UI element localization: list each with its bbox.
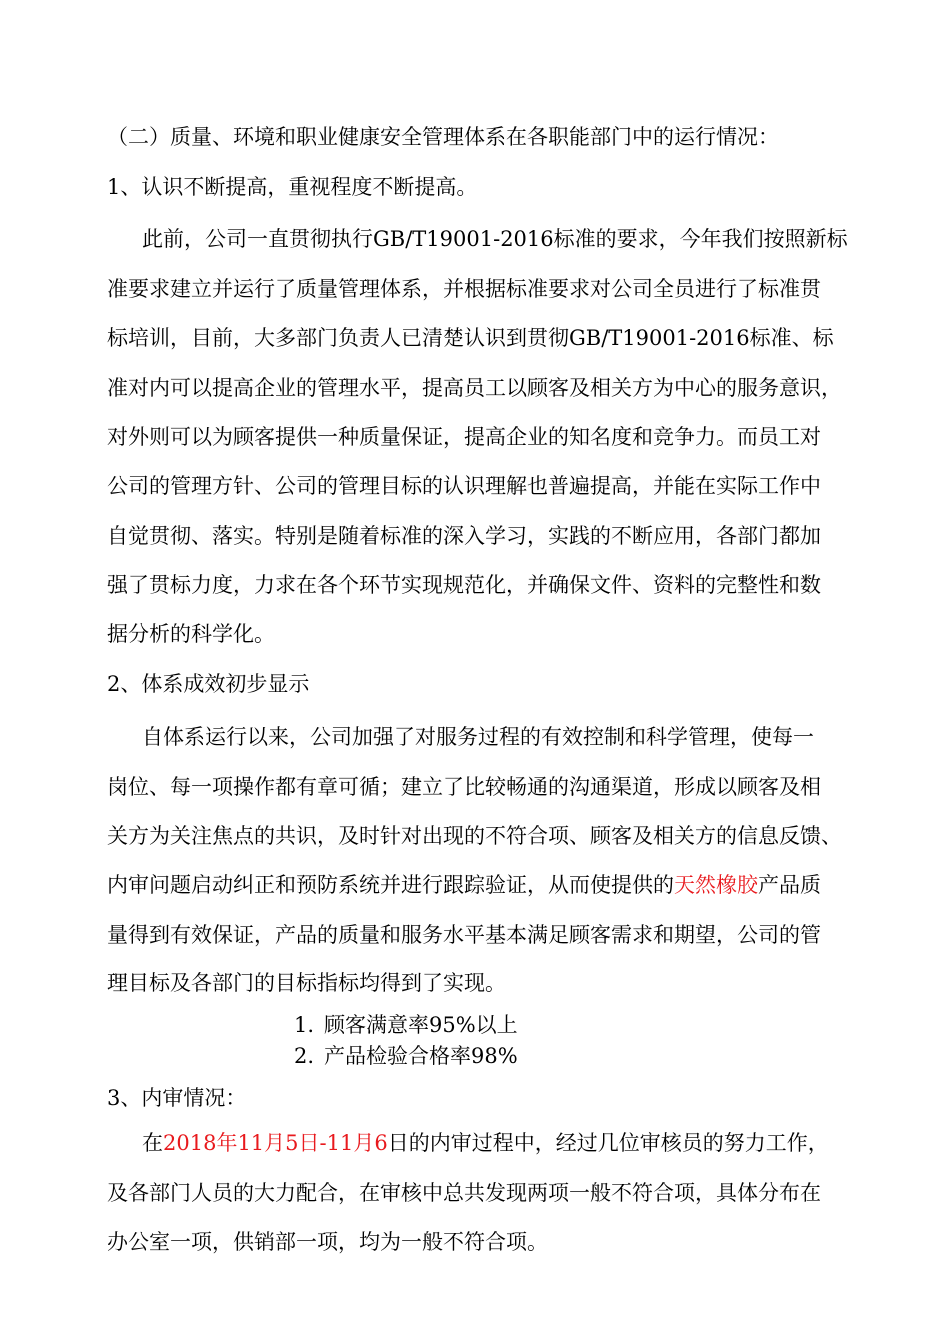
audit-date: 2018年11月5日-11月6 (163, 1131, 388, 1155)
paragraph-line: 准对内可以提高企业的管理水平，提高员工以顾客及相关方为中心的服务意识， (107, 376, 842, 400)
paragraph-line: 对外则可以为顾客提供一种质量保证，提高企业的知名度和竞争力。而员工对 (107, 425, 821, 449)
section2-heading: 2、体系成效初步显示 (107, 672, 310, 696)
paragraph-line: 量得到有效保证，产品的质量和服务水平基本满足顾客需求和期望，公司的管 (107, 923, 821, 947)
section3-heading: 3、内审情况： (107, 1086, 247, 1110)
list-number: 1. (294, 1013, 315, 1037)
paragraph-line (107, 870, 821, 900)
section-title: （二）质量、环境和职业健康安全管理体系在各职能部门中的运行情况： (107, 125, 779, 149)
paragraph-line: 标培训，目前，大多部门负责人已清楚认识到贯彻GB/T19001-2016标准、标 (107, 326, 834, 350)
paragraph-line: 关方为关注焦点的共识，及时针对出现的不符合项、顾客及相关方的信息反馈、 (107, 824, 842, 848)
paragraph-line (142, 1128, 829, 1158)
paragraph-line: 岗位、每一项操作都有章可循；建立了比较畅通的沟通渠道，形成以顾客及相 (107, 775, 821, 799)
section1-heading: 1、认识不断提高，重视程度不断提高。 (107, 175, 478, 199)
paragraph-line: 自觉贯彻、落实。特别是随着标准的深入学习，实践的不断应用，各部门都加 (107, 524, 821, 548)
list-item (294, 1010, 518, 1040)
paragraph-line: 强了贯标力度，力求在各个环节实现规范化，并确保文件、资料的完整性和数 (107, 573, 821, 597)
paragraph-line: 准要求建立并运行了质量管理体系，并根据标准要求对公司全员进行了标准贯 (107, 277, 821, 301)
list-number: 2. (294, 1044, 315, 1068)
paragraph-line: 办公室一项，供销部一项，均为一般不符合项。 (107, 1230, 548, 1254)
line-text: 在 (142, 1131, 163, 1155)
paragraph-line: 公司的管理方针、公司的管理目标的认识理解也普遍提高，并能在实际工作中 (107, 474, 821, 498)
paragraph-line: 自体系运行以来，公司加强了对服务过程的有效控制和科学管理，使每一 (142, 725, 814, 749)
line-text: 日的内审过程中，经过几位审核员的努力工作， (387, 1131, 829, 1155)
list-item (294, 1041, 518, 1071)
highlighted-product: 天然橡胶 (674, 873, 758, 897)
paragraph-line: 及各部门人员的大力配合，在审核中总共发现两项一般不符合项，具体分布在 (107, 1181, 821, 1205)
paragraph-line: 此前，公司一直贯彻执行GB/T19001-2016标准的要求，今年我们按照新标 (142, 227, 848, 251)
line-text: 产品质 (758, 873, 821, 897)
paragraph-line: 据分析的科学化。 (107, 622, 275, 646)
paragraph-line: 理目标及各部门的目标指标均得到了实现。 (107, 971, 506, 995)
list-text: 产品检验合格率98% (324, 1044, 518, 1068)
list-text: 顾客满意率95%以上 (324, 1013, 518, 1037)
line-text: 内审问题启动纠正和预防系统并进行跟踪验证，从而使提供的 (107, 873, 674, 897)
